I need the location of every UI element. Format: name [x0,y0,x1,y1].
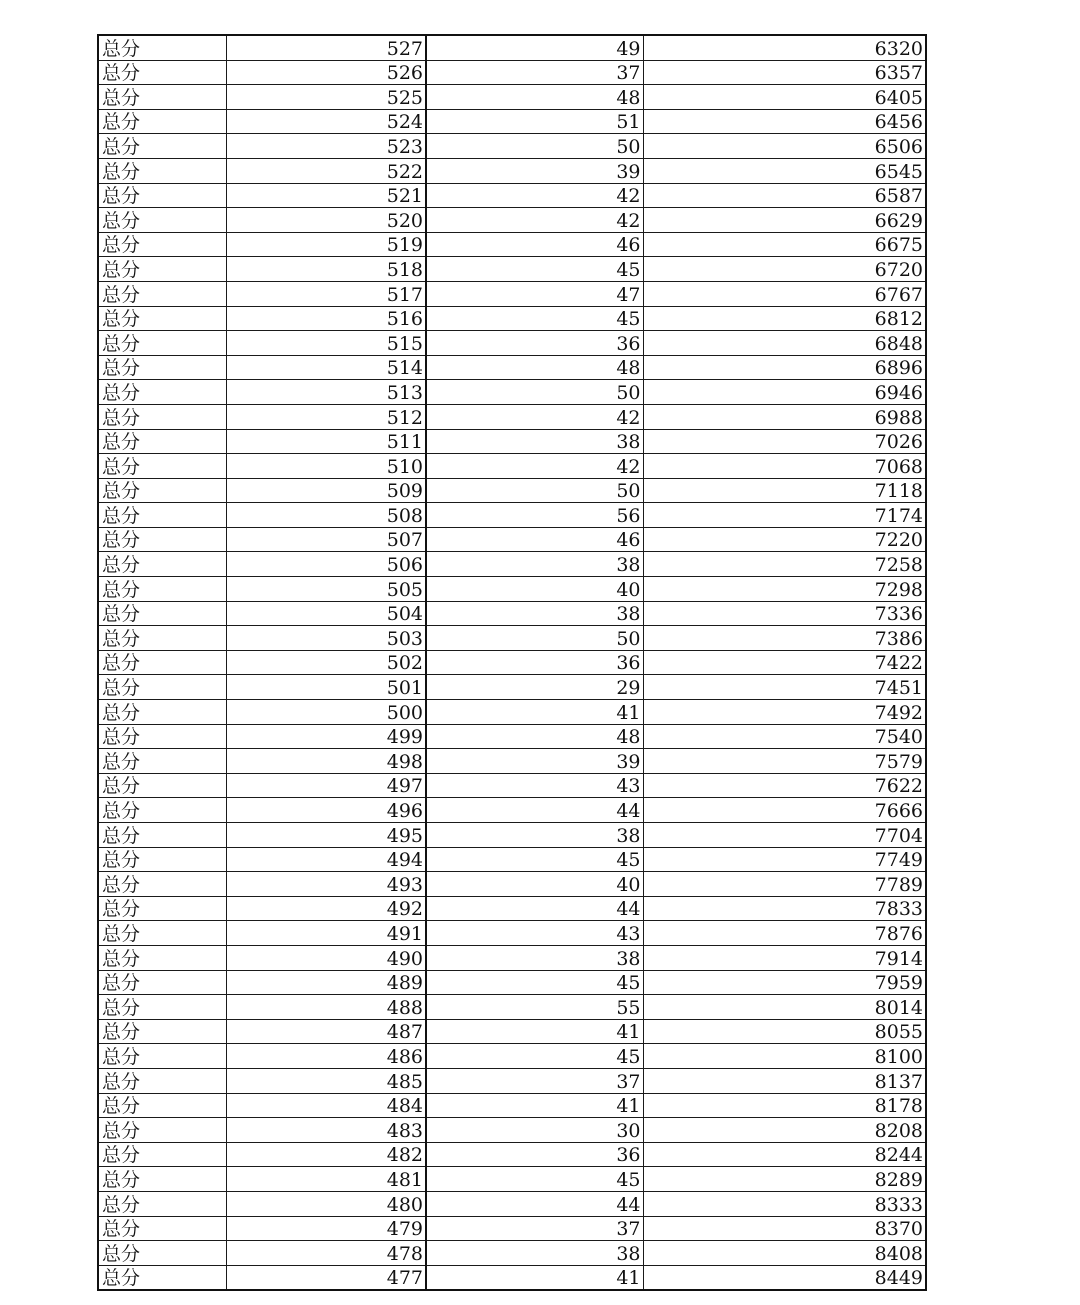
table-row [98,109,926,134]
count-cell: 44 [426,896,643,921]
subject-cell: 总分 [98,724,226,749]
count-cell: 43 [426,921,643,946]
count-cell: 36 [426,1142,643,1167]
table-row [98,552,926,577]
count-cell: 38 [426,823,643,848]
table-row [98,1265,926,1290]
cumulative-cell: 7579 [643,749,926,774]
score-cell: 496 [226,798,426,823]
table-row [98,601,926,626]
score-cell: 487 [226,1019,426,1044]
count-cell: 50 [426,626,643,651]
score-cell: 503 [226,626,426,651]
cumulative-cell: 6320 [643,35,926,60]
cumulative-cell: 8289 [643,1167,926,1192]
score-cell: 483 [226,1118,426,1143]
cumulative-cell: 6405 [643,85,926,110]
count-cell: 41 [426,1265,643,1290]
cumulative-cell: 6988 [643,404,926,429]
count-cell: 47 [426,281,643,306]
score-cell: 479 [226,1216,426,1241]
count-cell: 48 [426,85,643,110]
subject-cell: 总分 [98,355,226,380]
cumulative-cell: 7068 [643,454,926,479]
subject-cell: 总分 [98,109,226,134]
table-row [98,1068,926,1093]
table-row [98,896,926,921]
table-row [98,454,926,479]
cumulative-cell: 7789 [643,872,926,897]
subject-cell: 总分 [98,945,226,970]
count-cell: 42 [426,208,643,233]
subject-cell: 总分 [98,85,226,110]
subject-cell: 总分 [98,1044,226,1069]
cumulative-cell: 6587 [643,183,926,208]
score-cell: 507 [226,527,426,552]
cumulative-cell: 7298 [643,577,926,602]
subject-cell: 总分 [98,872,226,897]
table-row [98,749,926,774]
subject-cell: 总分 [98,995,226,1020]
subject-cell: 总分 [98,1167,226,1192]
score-cell: 511 [226,429,426,454]
count-cell: 50 [426,478,643,503]
subject-cell: 总分 [98,380,226,405]
table-row [98,1241,926,1266]
subject-cell: 总分 [98,970,226,995]
table-row [98,1118,926,1143]
cumulative-cell: 8408 [643,1241,926,1266]
cumulative-cell: 8178 [643,1093,926,1118]
cumulative-cell: 7704 [643,823,926,848]
count-cell: 37 [426,60,643,85]
score-cell: 509 [226,478,426,503]
cumulative-cell: 7749 [643,847,926,872]
score-cell: 526 [226,60,426,85]
table-row [98,724,926,749]
count-cell: 46 [426,232,643,257]
cumulative-cell: 7258 [643,552,926,577]
table-row [98,577,926,602]
cumulative-cell: 6357 [643,60,926,85]
score-cell: 521 [226,183,426,208]
count-cell: 42 [426,454,643,479]
cumulative-cell: 8208 [643,1118,926,1143]
subject-cell: 总分 [98,281,226,306]
count-cell: 43 [426,773,643,798]
score-cell: 491 [226,921,426,946]
subject-cell: 总分 [98,404,226,429]
count-cell: 41 [426,700,643,725]
table-row [98,626,926,651]
table-row [98,970,926,995]
table-row [98,232,926,257]
subject-cell: 总分 [98,331,226,356]
table-row [98,134,926,159]
score-cell: 517 [226,281,426,306]
score-cell: 514 [226,355,426,380]
subject-cell: 总分 [98,454,226,479]
table-row [98,1019,926,1044]
score-cell: 506 [226,552,426,577]
count-cell: 37 [426,1068,643,1093]
cumulative-cell: 6812 [643,306,926,331]
count-cell: 38 [426,552,643,577]
score-cell: 481 [226,1167,426,1192]
cumulative-cell: 8137 [643,1068,926,1093]
score-cell: 501 [226,675,426,700]
table-row [98,478,926,503]
subject-cell: 总分 [98,552,226,577]
subject-cell: 总分 [98,1191,226,1216]
cumulative-cell: 6545 [643,158,926,183]
score-cell: 490 [226,945,426,970]
count-cell: 50 [426,380,643,405]
subject-cell: 总分 [98,626,226,651]
table-row [98,306,926,331]
subject-cell: 总分 [98,1241,226,1266]
score-cell: 523 [226,134,426,159]
count-cell: 51 [426,109,643,134]
count-cell: 30 [426,1118,643,1143]
subject-cell: 总分 [98,60,226,85]
cumulative-cell: 7666 [643,798,926,823]
score-cell: 492 [226,896,426,921]
cumulative-cell: 7336 [643,601,926,626]
cumulative-cell: 7876 [643,921,926,946]
count-cell: 42 [426,183,643,208]
subject-cell: 总分 [98,675,226,700]
subject-cell: 总分 [98,1118,226,1143]
score-cell: 518 [226,257,426,282]
cumulative-cell: 7540 [643,724,926,749]
table-row [98,650,926,675]
subject-cell: 总分 [98,429,226,454]
table-row [98,1216,926,1241]
table-row [98,995,926,1020]
subject-cell: 总分 [98,823,226,848]
count-cell: 45 [426,1167,643,1192]
score-cell: 520 [226,208,426,233]
cumulative-cell: 7492 [643,700,926,725]
subject-cell: 总分 [98,527,226,552]
count-cell: 50 [426,134,643,159]
table-row [98,404,926,429]
score-cell: 494 [226,847,426,872]
score-cell: 525 [226,85,426,110]
table-row [98,1044,926,1069]
score-cell: 477 [226,1265,426,1290]
cumulative-cell: 8449 [643,1265,926,1290]
count-cell: 29 [426,675,643,700]
table-row [98,85,926,110]
count-cell: 49 [426,35,643,60]
table-row [98,1142,926,1167]
count-cell: 39 [426,749,643,774]
count-cell: 37 [426,1216,643,1241]
score-cell: 504 [226,601,426,626]
score-cell: 480 [226,1191,426,1216]
subject-cell: 总分 [98,773,226,798]
subject-cell: 总分 [98,700,226,725]
count-cell: 45 [426,257,643,282]
score-cell: 519 [226,232,426,257]
score-cell: 478 [226,1241,426,1266]
cumulative-cell: 8370 [643,1216,926,1241]
table-row [98,675,926,700]
count-cell: 45 [426,306,643,331]
table-row [98,823,926,848]
subject-cell: 总分 [98,1019,226,1044]
score-cell: 524 [226,109,426,134]
count-cell: 40 [426,577,643,602]
score-cell: 515 [226,331,426,356]
score-cell: 489 [226,970,426,995]
count-cell: 38 [426,429,643,454]
subject-cell: 总分 [98,749,226,774]
score-cell: 485 [226,1068,426,1093]
cumulative-cell: 7622 [643,773,926,798]
count-cell: 48 [426,724,643,749]
count-cell: 40 [426,872,643,897]
table-row [98,773,926,798]
score-table [97,34,927,1291]
subject-cell: 总分 [98,847,226,872]
subject-cell: 总分 [98,577,226,602]
score-cell: 527 [226,35,426,60]
cumulative-cell: 7959 [643,970,926,995]
cumulative-cell: 8333 [643,1191,926,1216]
subject-cell: 总分 [98,650,226,675]
table-row [98,355,926,380]
count-cell: 36 [426,650,643,675]
table-row [98,945,926,970]
subject-cell: 总分 [98,134,226,159]
table-row [98,503,926,528]
table-row [98,798,926,823]
score-cell: 488 [226,995,426,1020]
subject-cell: 总分 [98,896,226,921]
table-row [98,1093,926,1118]
count-cell: 45 [426,847,643,872]
subject-cell: 总分 [98,257,226,282]
count-cell: 41 [426,1019,643,1044]
score-cell: 502 [226,650,426,675]
subject-cell: 总分 [98,1216,226,1241]
table-row [98,921,926,946]
score-cell: 500 [226,700,426,725]
cumulative-cell: 8244 [643,1142,926,1167]
count-cell: 46 [426,527,643,552]
subject-cell: 总分 [98,183,226,208]
table-row [98,158,926,183]
cumulative-cell: 8100 [643,1044,926,1069]
cumulative-cell: 7026 [643,429,926,454]
subject-cell: 总分 [98,921,226,946]
count-cell: 48 [426,355,643,380]
count-cell: 38 [426,1241,643,1266]
table-row [98,281,926,306]
count-cell: 55 [426,995,643,1020]
subject-cell: 总分 [98,798,226,823]
cumulative-cell: 7833 [643,896,926,921]
count-cell: 38 [426,601,643,626]
cumulative-cell: 6896 [643,355,926,380]
cumulative-cell: 7174 [643,503,926,528]
count-cell: 39 [426,158,643,183]
table-row [98,527,926,552]
table-row [98,380,926,405]
count-cell: 44 [426,798,643,823]
cumulative-cell: 6720 [643,257,926,282]
score-table-body [98,35,926,1290]
cumulative-cell: 7422 [643,650,926,675]
score-cell: 510 [226,454,426,479]
subject-cell: 总分 [98,232,226,257]
table-row [98,331,926,356]
table-row [98,35,926,60]
subject-cell: 总分 [98,1142,226,1167]
count-cell: 38 [426,945,643,970]
score-cell: 522 [226,158,426,183]
score-cell: 508 [226,503,426,528]
table-row [98,1191,926,1216]
count-cell: 56 [426,503,643,528]
cumulative-cell: 6456 [643,109,926,134]
score-cell: 486 [226,1044,426,1069]
score-cell: 513 [226,380,426,405]
table-row [98,208,926,233]
score-cell: 493 [226,872,426,897]
score-cell: 512 [226,404,426,429]
cumulative-cell: 6675 [643,232,926,257]
table-row [98,183,926,208]
cumulative-cell: 7220 [643,527,926,552]
cumulative-cell: 6506 [643,134,926,159]
cumulative-cell: 6767 [643,281,926,306]
subject-cell: 总分 [98,601,226,626]
table-row [98,700,926,725]
cumulative-cell: 6946 [643,380,926,405]
subject-cell: 总分 [98,158,226,183]
table-row [98,1167,926,1192]
table-row [98,429,926,454]
cumulative-cell: 7914 [643,945,926,970]
score-cell: 499 [226,724,426,749]
subject-cell: 总分 [98,35,226,60]
cumulative-cell: 6848 [643,331,926,356]
subject-cell: 总分 [98,306,226,331]
count-cell: 45 [426,970,643,995]
cumulative-cell: 6629 [643,208,926,233]
score-cell: 482 [226,1142,426,1167]
cumulative-cell: 7118 [643,478,926,503]
score-cell: 498 [226,749,426,774]
subject-cell: 总分 [98,478,226,503]
score-cell: 505 [226,577,426,602]
subject-cell: 总分 [98,503,226,528]
subject-cell: 总分 [98,1265,226,1290]
count-cell: 42 [426,404,643,429]
subject-cell: 总分 [98,1068,226,1093]
cumulative-cell: 7451 [643,675,926,700]
cumulative-cell: 7386 [643,626,926,651]
score-cell: 516 [226,306,426,331]
score-cell: 497 [226,773,426,798]
count-cell: 36 [426,331,643,356]
cumulative-cell: 8055 [643,1019,926,1044]
subject-cell: 总分 [98,1093,226,1118]
table-row [98,872,926,897]
count-cell: 45 [426,1044,643,1069]
table-row [98,60,926,85]
subject-cell: 总分 [98,208,226,233]
count-cell: 41 [426,1093,643,1118]
table-row [98,847,926,872]
score-cell: 484 [226,1093,426,1118]
cumulative-cell: 8014 [643,995,926,1020]
table-row [98,257,926,282]
score-cell: 495 [226,823,426,848]
count-cell: 44 [426,1191,643,1216]
